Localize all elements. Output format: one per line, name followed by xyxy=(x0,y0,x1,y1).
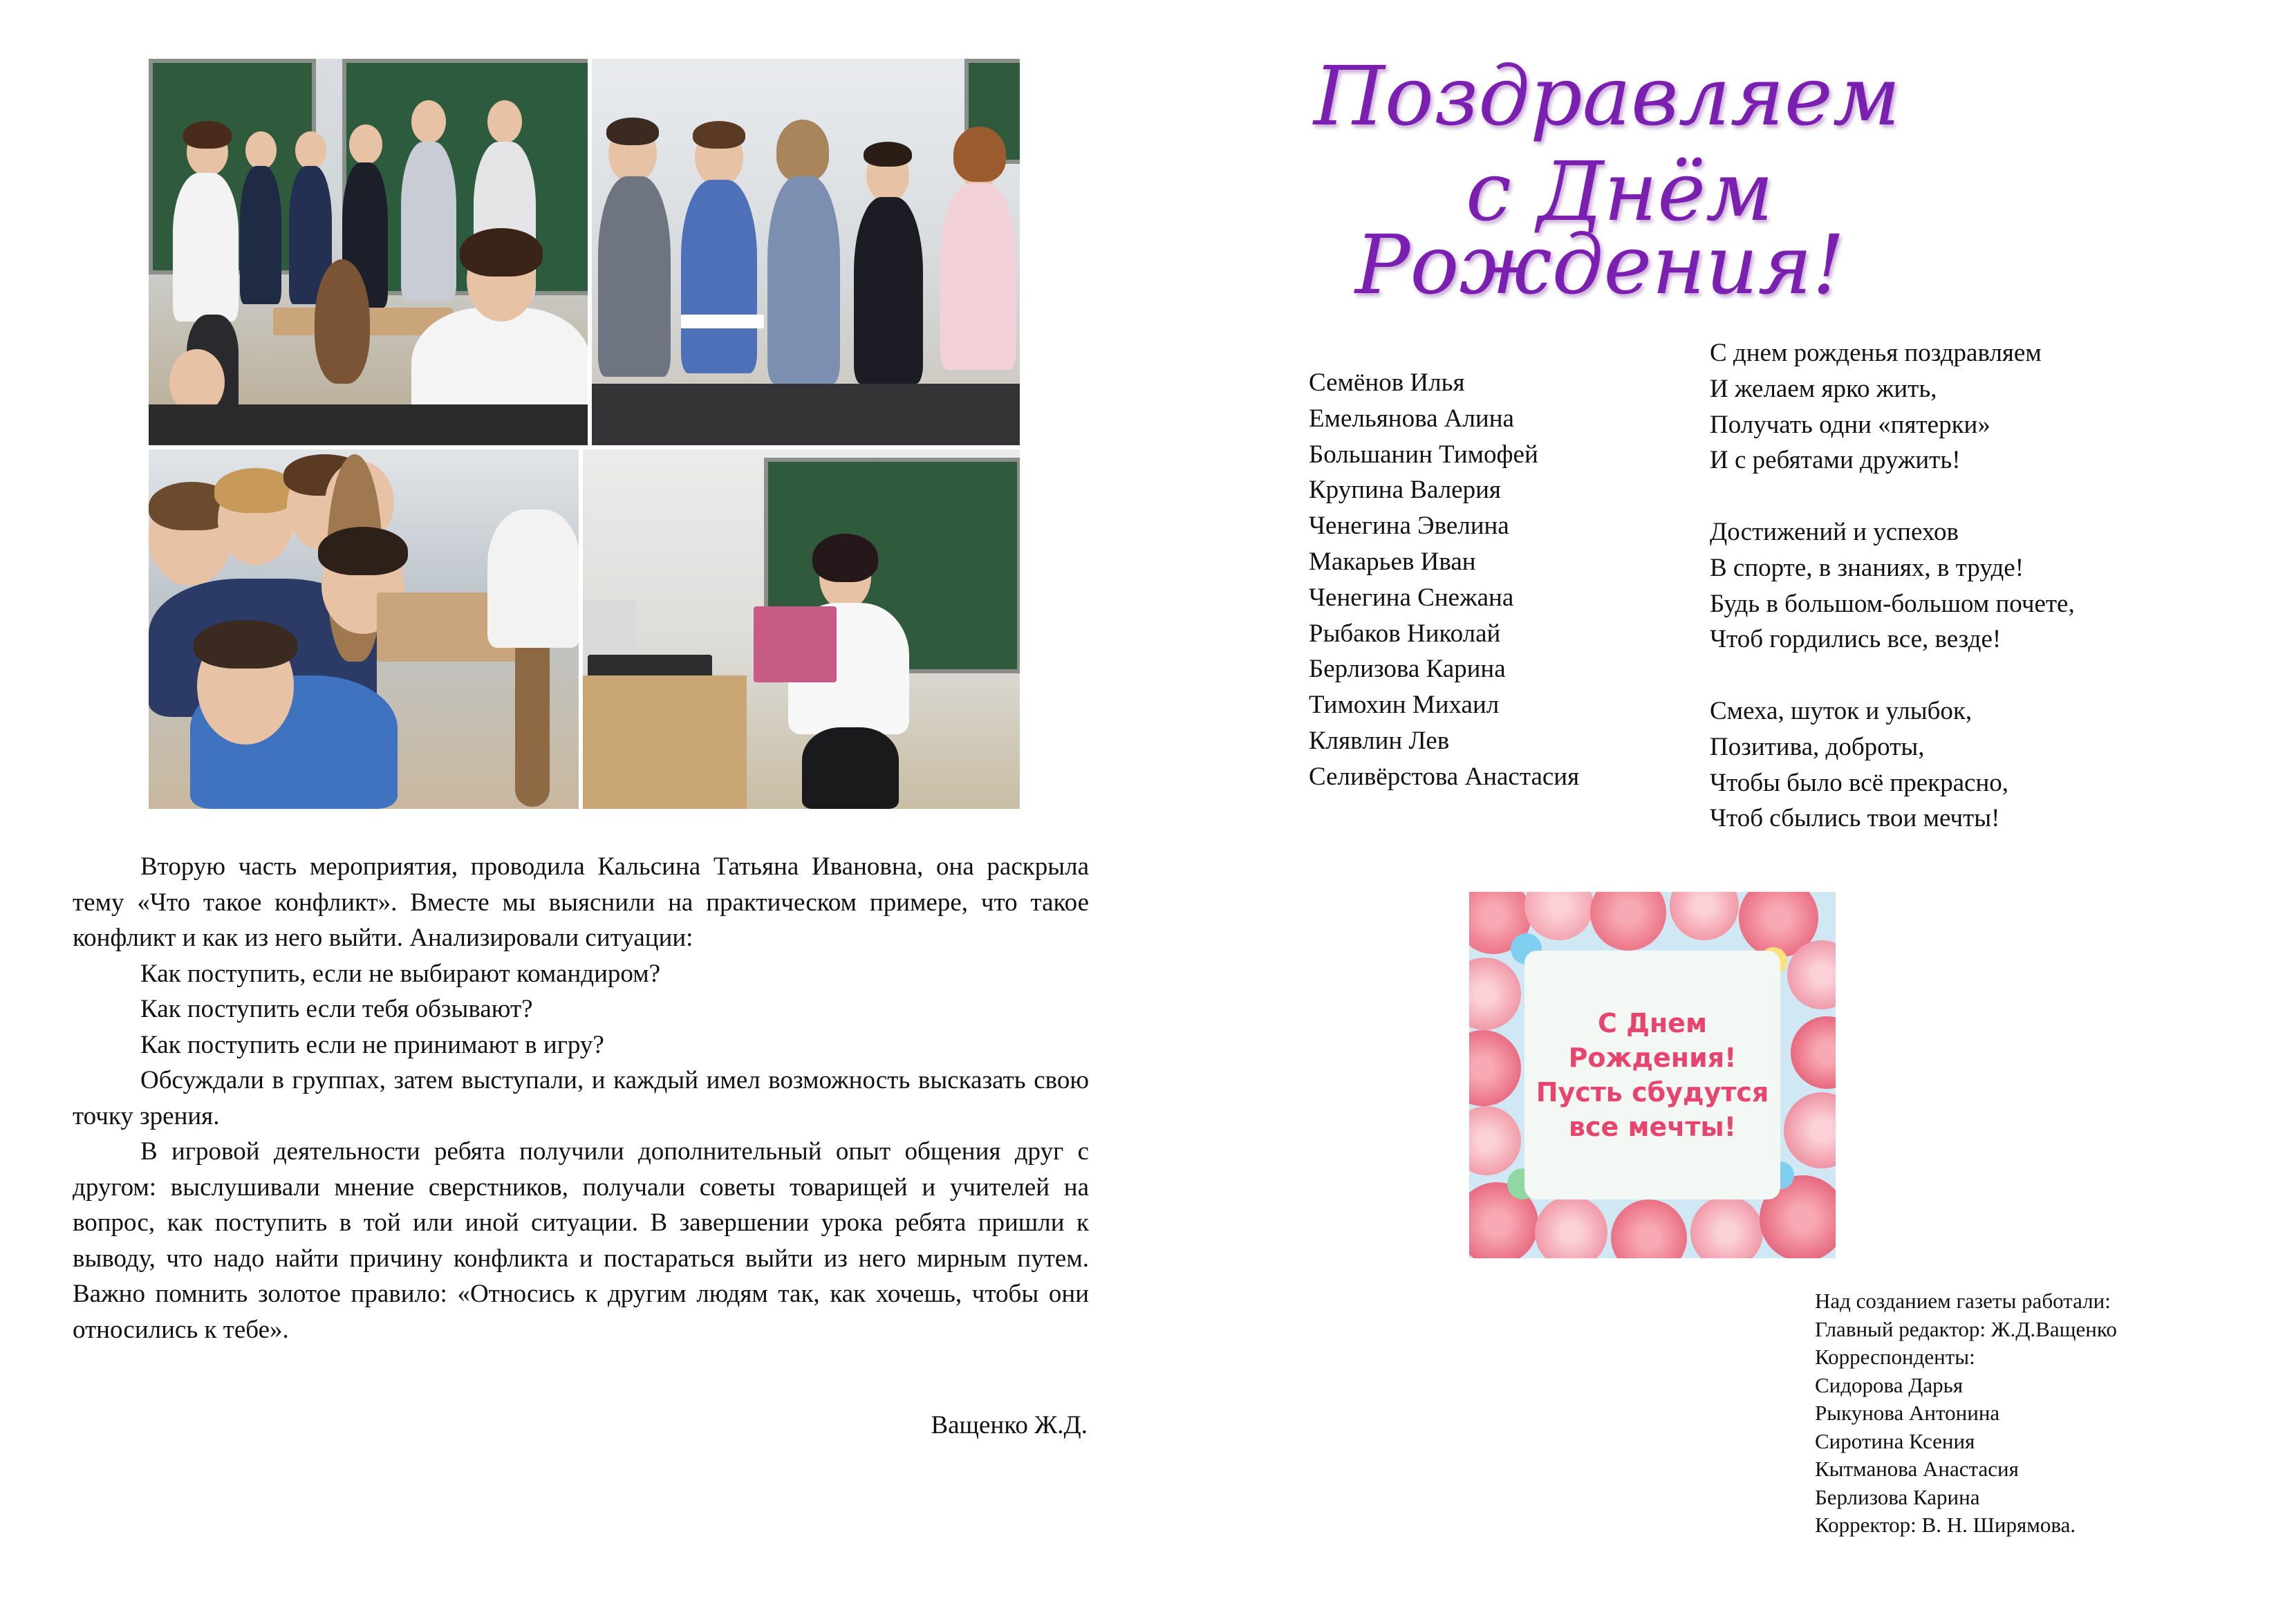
classroom-photo-students-standing xyxy=(591,59,1020,447)
article-signature: Ващенко Ж.Д. xyxy=(931,1411,1088,1439)
card-text-line: Рождения! xyxy=(1568,1043,1737,1073)
poem-line: Позитива, доброты, xyxy=(1710,732,1925,761)
classroom-photo-teacher-with-card xyxy=(581,447,1020,809)
poem-line xyxy=(1710,478,2075,514)
article-question: Как поступить, если не выбирают командиром? xyxy=(140,959,661,988)
birthday-poem xyxy=(1710,335,2075,837)
list-item: Ченегина Снежана xyxy=(1309,583,1514,612)
list-item: Макарьев Иван xyxy=(1309,547,1476,576)
birthday-names-list xyxy=(1309,365,1579,795)
credits-line: Рыкунова Антонина xyxy=(1815,1401,2000,1425)
credits-line: Берлизова Карина xyxy=(1815,1484,1980,1509)
classroom-photo-seated-students xyxy=(149,447,581,809)
poem-line: Чтоб гордились все, везде! xyxy=(1710,625,2002,654)
article-question: Как поступить если не принимают в игру? xyxy=(140,1030,604,1059)
article-body xyxy=(73,849,1089,1347)
article-paragraph: Вторую часть мероприятия, проводила Кальсина Татьяна Ивановна, она раскрыла тему «Что такое конфликт». Вместе мы выяснили на практическом примере, что такое конфликт и как из него выйти. Анализировали ситуации: xyxy=(73,852,1089,952)
poem-line xyxy=(1710,657,2075,693)
birthday-title xyxy=(1300,48,2095,312)
poem-line: Получать одни «пятерки» xyxy=(1710,410,1990,439)
birthday-card-image xyxy=(1469,892,1836,1258)
card-text-line: Пусть сбудутся xyxy=(1536,1077,1769,1108)
birthday-title-line: с Днём xyxy=(1466,144,1773,239)
poem-line: В спорте, в знаниях, в труде! xyxy=(1710,553,2024,582)
card-text-line: все мечты! xyxy=(1568,1112,1737,1142)
credits-line: Над созданием газеты работали: xyxy=(1815,1289,2111,1313)
list-item: Клявлин Лев xyxy=(1309,726,1450,755)
credits-line: Корректор: В. Н. Ширямова. xyxy=(1815,1513,2076,1537)
list-item: Емельянова Алина xyxy=(1309,404,1514,433)
birthday-title-line: Рождения! xyxy=(1355,217,1845,312)
credits-line: Сиротина Ксения xyxy=(1815,1428,1975,1453)
poem-line: Чтоб сбылись твои мечты! xyxy=(1710,804,2000,833)
poem-line: Достижений и успехов xyxy=(1710,517,1959,546)
list-item: Тимохин Михаил xyxy=(1309,691,1500,720)
list-item: Большанин Тимофей xyxy=(1309,440,1538,469)
article-question: Как поступить если тебя обзывают? xyxy=(140,995,533,1023)
list-item: Рыбаков Николай xyxy=(1309,619,1501,648)
list-item: Ченегина Эвелина xyxy=(1309,512,1509,541)
birthday-card-center xyxy=(1524,951,1780,1200)
credits-line: Кытманова Анастасия xyxy=(1815,1457,2019,1481)
list-item: Семёнов Илья xyxy=(1309,368,1465,397)
poem-line: И с ребятами дружить! xyxy=(1710,446,1961,475)
newspaper-credits xyxy=(1815,1287,2117,1540)
poem-line: С днем рожденья поздравляем xyxy=(1710,339,2042,367)
article-paragraph: В игровой деятельности ребята получили дополнительный опыт общения друг с другом: выслушивали мнение сверстников, получали советы товарищей и учителей на вопрос, как поступить в той или иной ситуации. В завершении урока ребята пришли к выводу, что надо найти причину конфликта и постараться выйти из него мирным путем. Важно помнить золотое правило: «Относись к другим людям так, как хочешь, чтобы они относились к тебе». xyxy=(73,1137,1089,1344)
list-item: Крупина Валерия xyxy=(1309,476,1501,505)
poem-line: Будь в большом-большом почете, xyxy=(1710,589,2075,618)
poem-line: Смеха, шуток и улыбок, xyxy=(1710,696,1973,725)
poem-line: И желаем ярко жить, xyxy=(1710,374,1937,403)
credits-line: Главный редактор: Ж.Д.Ващенко xyxy=(1815,1316,2117,1341)
card-text-line: С Днем xyxy=(1597,1008,1708,1038)
poem-line: Чтобы было всё прекрасно, xyxy=(1710,768,2009,797)
article-paragraph: Обсуждали в группах, затем выступали, и каждый имел возможность высказать свою точку зрения. xyxy=(73,1066,1089,1130)
credits-line: Сидорова Дарья xyxy=(1815,1372,1964,1397)
list-item: Селивёрстова Анастасия xyxy=(1309,762,1580,791)
classroom-photo-teacher-and-students xyxy=(149,59,591,447)
credits-line: Корреспонденты: xyxy=(1815,1345,1975,1369)
list-item: Берлизова Карина xyxy=(1309,655,1506,684)
birthday-title-line: Поздравляем xyxy=(1314,48,1901,144)
